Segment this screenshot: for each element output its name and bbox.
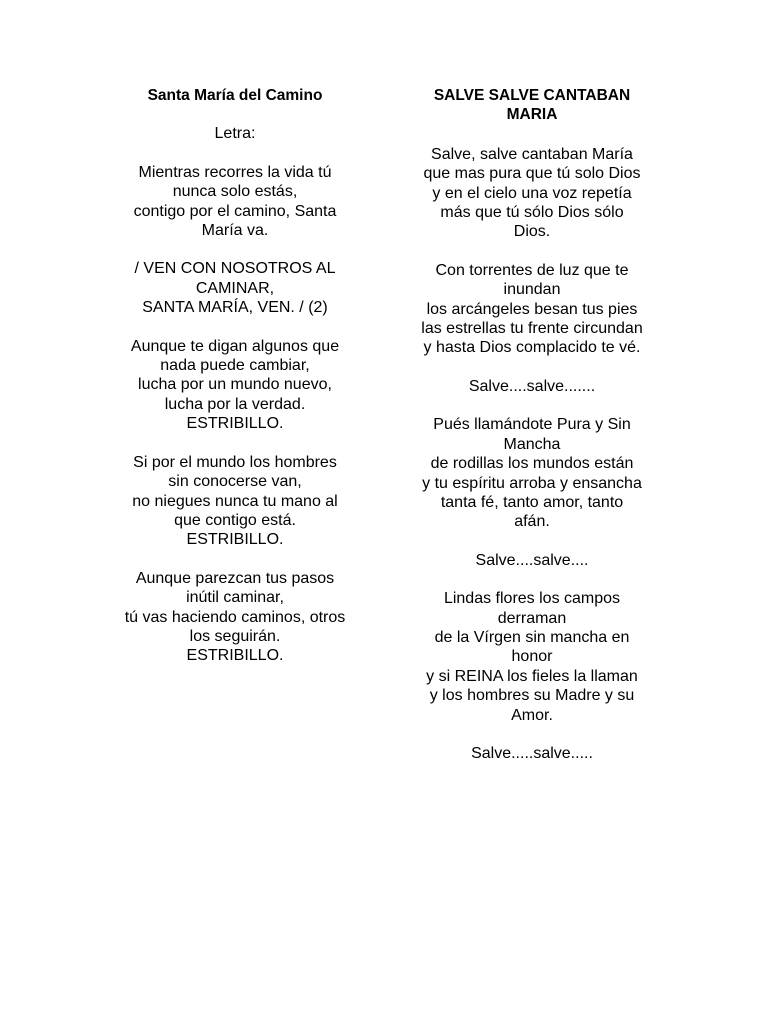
left-stanza-2 — [108, 337, 362, 434]
stanza-line: lucha por la verdad. — [164, 395, 306, 413]
left-stanza-3 — [108, 453, 362, 550]
title-line: SALVE SALVE CANTABAN — [433, 87, 631, 104]
stanza-line: más que tú sólo Dios sólo — [440, 204, 624, 222]
left-stanza-4 — [108, 569, 362, 666]
stanza-line: Letra: — [214, 125, 256, 143]
stanza-line: inundan — [503, 281, 561, 299]
right-song-column — [404, 86, 660, 763]
stanza-line: que mas pura que tú solo Dios — [423, 165, 641, 183]
stanza-line: Salve....salve.... — [475, 551, 589, 569]
stanza-line: Si por el mundo los hombres — [133, 453, 337, 471]
left-stanza-1 — [108, 163, 362, 241]
stanza-line: Mancha — [503, 435, 561, 453]
stanza-line: ESTRIBILLO. — [186, 647, 284, 665]
stanza-line: María va. — [201, 222, 269, 240]
right-refrain-1 — [404, 377, 660, 396]
right-stanza-2 — [404, 261, 660, 358]
left-song-column — [108, 86, 362, 666]
stanza-line: honor — [511, 648, 553, 666]
stanza-line: tú vas haciendo caminos, otros — [124, 608, 346, 626]
stanza-line: inútil caminar, — [186, 589, 284, 607]
stanza-line: no niegues nunca tu mano al — [132, 492, 338, 510]
stanza-line: y tu espíritu arroba y ensancha — [422, 474, 642, 492]
stanza-line: que contigo está. — [174, 511, 296, 529]
stanza-line: Salve.....salve..... — [471, 744, 593, 762]
left-song-title: Santa María del Camino — [147, 87, 323, 104]
stanza-line: lucha por un mundo nuevo, — [138, 376, 332, 394]
right-stanza-3 — [404, 415, 660, 531]
stanza-line: y los hombres su Madre y su — [429, 687, 635, 705]
stanza-line: Aunque te digan algunos que — [130, 337, 340, 355]
left-stanza-letra — [108, 124, 362, 143]
stanza-line: nunca solo estás, — [172, 183, 298, 201]
stanza-line: Con torrentes de luz que te — [435, 261, 629, 279]
stanza-line: derraman — [497, 609, 567, 627]
stanza-line: de rodillas los mundos están — [430, 455, 634, 473]
stanza-line: Dios. — [513, 223, 551, 241]
stanza-line: las estrellas tu frente circundan — [421, 320, 643, 338]
stanza-line: Pués llamándote Pura y Sin — [433, 416, 631, 434]
stanza-line: contigo por el camino, Santa — [133, 202, 337, 220]
stanza-line: / VEN CON NOSOTROS AL — [134, 260, 336, 278]
stanza-line: los seguirán. — [189, 627, 281, 645]
stanza-line: de la Vírgen sin mancha en — [434, 628, 630, 646]
stanza-line: sin conocerse van, — [168, 473, 302, 491]
stanza-line: afán. — [514, 513, 550, 531]
stanza-line: Aunque parezcan tus pasos — [135, 569, 335, 587]
stanza-line: ESTRIBILLO. — [186, 531, 284, 549]
right-refrain-3 — [404, 744, 660, 763]
stanza-line: tanta fé, tanto amor, tanto — [440, 493, 624, 511]
right-refrain-2 — [404, 551, 660, 570]
stanza-line: Mientras recorres la vida tú — [138, 163, 332, 181]
left-stanza-chorus — [108, 259, 362, 317]
stanza-line: y si REINA los fieles la llaman — [426, 667, 638, 685]
stanza-line: SANTA MARÍA, VEN. / (2) — [142, 299, 328, 317]
stanza-line: y en el cielo una voz repetía — [432, 184, 632, 202]
stanza-line: Salve....salve....... — [468, 377, 596, 395]
right-stanza-1 — [404, 145, 660, 242]
stanza-line: Amor. — [511, 706, 553, 724]
stanza-line: los arcángeles besan tus pies — [426, 300, 638, 318]
right-song-title — [404, 86, 660, 125]
stanza-line: Salve, salve cantaban María — [431, 145, 633, 163]
stanza-line: CAMINAR, — [195, 279, 275, 297]
stanza-line: ESTRIBILLO. — [186, 415, 284, 433]
stanza-line: y hasta Dios complacido te vé. — [423, 339, 641, 357]
stanza-line: nada puede cambiar, — [160, 357, 310, 375]
title-line: MARIA — [506, 106, 558, 124]
right-stanza-4 — [404, 589, 660, 725]
stanza-line: Lindas flores los campos — [443, 590, 621, 608]
